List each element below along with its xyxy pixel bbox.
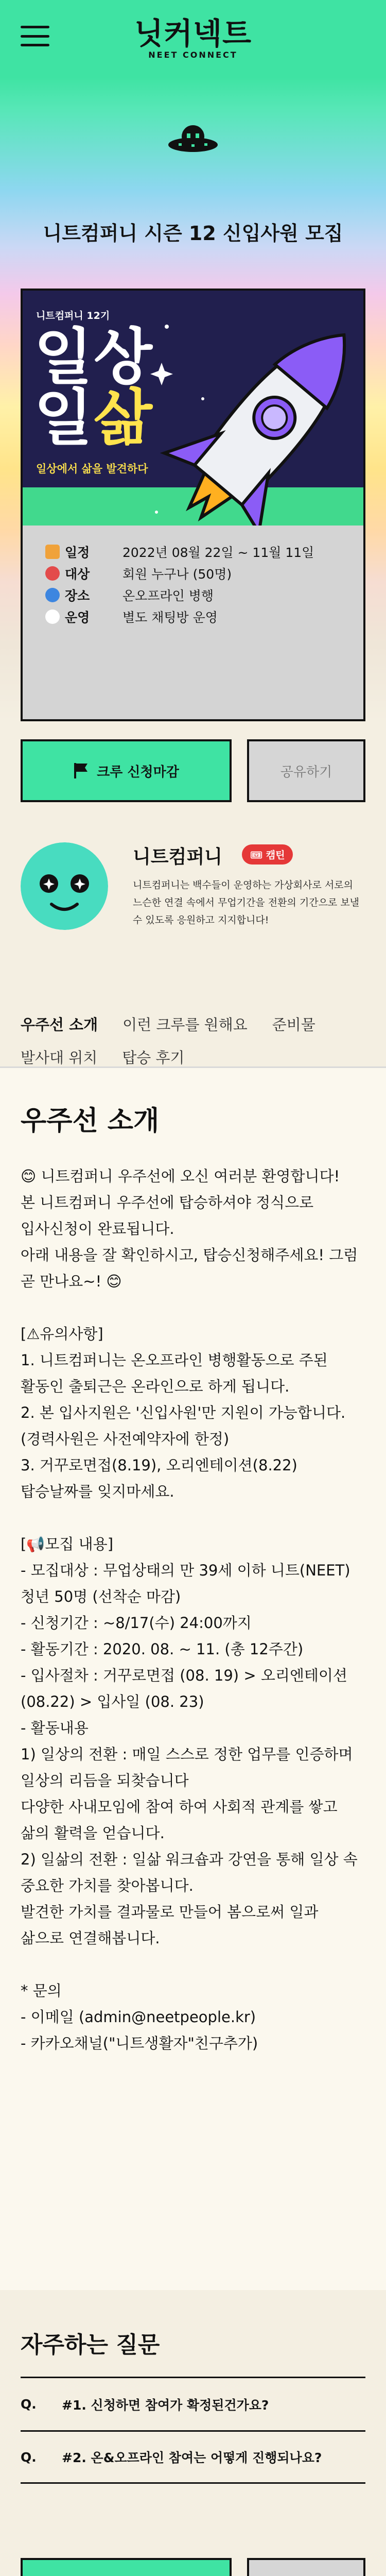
- info-key: 대상: [65, 567, 90, 582]
- info-key: 장소: [65, 588, 90, 603]
- page-title: 니트컴퍼니 시즌 12 신입사원 모집: [43, 222, 343, 245]
- hamburger-menu-icon[interactable]: [21, 26, 49, 46]
- apply-button[interactable]: [21, 739, 232, 802]
- info-key: 일정: [65, 545, 90, 560]
- section-tabs: [21, 1007, 371, 1073]
- section-title: 우주선 소개: [21, 1106, 160, 1137]
- share-button-bottom[interactable]: [247, 2558, 365, 2576]
- calendar-icon: [45, 545, 60, 559]
- globe-icon: [45, 588, 60, 602]
- tab-supplies[interactable]: 준비물: [272, 1015, 315, 1033]
- schedule-info-box: [21, 526, 365, 721]
- poster-tag: 니트컴퍼니 12기: [36, 310, 110, 321]
- info-value: 2022년 08월 22일 ~ 11월 11일: [122, 545, 314, 560]
- tab-spaceship-intro[interactable]: 우주선 소개: [21, 1015, 98, 1033]
- faq-q-marker: Q.: [21, 2449, 37, 2465]
- logo[interactable]: [134, 15, 252, 60]
- target-icon: [45, 566, 60, 581]
- faq-q-marker: Q.: [21, 2397, 37, 2412]
- poster-subtitle: 일상에서 삶을 발견하다: [36, 463, 148, 475]
- apply-button-bottom[interactable]: [21, 2558, 232, 2576]
- poster-word-2: 삶: [94, 382, 153, 453]
- share-button[interactable]: [247, 739, 365, 802]
- action-buttons: [21, 739, 365, 802]
- tab-launch-location[interactable]: 발사대 위치: [21, 1048, 98, 1066]
- info-row-operation: [45, 606, 341, 628]
- tab-reviews[interactable]: 탑승 후기: [122, 1048, 185, 1066]
- organizer-card[interactable]: [21, 837, 365, 956]
- poster-headline: [34, 321, 188, 453]
- info-value: 온오프라인 병행: [122, 588, 214, 603]
- faq-item[interactable]: [21, 2430, 365, 2484]
- ufo-icon: [167, 116, 219, 173]
- share-button-label: 공유하기: [280, 764, 332, 780]
- faq-title: 자주하는 질문: [21, 2332, 160, 2358]
- chat-icon: [45, 609, 60, 624]
- bottom-action-buttons: [0, 2558, 386, 2576]
- logo-subtext: NEET CONNECT: [148, 49, 238, 60]
- faq-item[interactable]: [21, 2377, 365, 2430]
- faq-section: [0, 2290, 386, 2558]
- poster-headline-line1: 일상: [34, 321, 153, 393]
- organizer-description: 니트컴퍼니는 백수들이 운영하는 가상회사로 서로의 느슨한 연결 속에서 무업기간을 전환의 기간으로 보낼 수 있도록 응원하고 지지합니다!: [133, 879, 360, 926]
- faq-question: #1. 신청하면 참여가 확정된건가요?: [62, 2397, 269, 2413]
- info-row-place: [45, 584, 341, 606]
- flag-icon: [73, 762, 89, 779]
- intro-content-section: [0, 1066, 386, 2290]
- avatar: [21, 842, 108, 930]
- poster-word-1: 일: [34, 382, 94, 453]
- info-key: 운영: [65, 610, 90, 625]
- tab-wanted-crew[interactable]: 이런 크루를 원해요: [122, 1015, 248, 1033]
- app-header: [0, 0, 386, 77]
- faq-question: #2. 온&오프라인 참여는 어떻게 진행되나요?: [62, 2450, 322, 2465]
- organizer-name: 니트컴퍼니: [133, 846, 222, 868]
- logo-text: 닛커넥트: [134, 15, 252, 51]
- apply-button-label: 크루 신청마감: [97, 764, 179, 780]
- hero-section: [0, 77, 386, 1066]
- info-row-schedule: [45, 541, 341, 563]
- info-value: 회원 누구나 (50명): [122, 567, 232, 582]
- info-row-target: [45, 563, 341, 584]
- captain-badge: 🎟 캠틴: [242, 844, 293, 865]
- poster-headline-line2: [34, 382, 188, 453]
- intro-body-text: 😊 니트컴퍼니 우주선에 오신 여러분 환영합니다! 본 니트컴퍼니 우주선에 탑승하셔야 정식으로 입사신청이 완료됩니다. 아래 내용을 잘 확인하시고, 탑승신청해주세요! 그럼 곧 만나요~! 😊 [⚠유의사항] 1. 니트컴퍼니는 온오프라인 병행활동으로 주된 활동인 출퇴근은 온라인으로 하게 됩니다. 2. 본 입사지원은 '신입사원'만 지원이 가능합니다. (경력사원은 사전예약자에 한정) 3. 거꾸로면접(8.19), 오리엔테이션(8.22) 탑승날짜를 잊지마세요. [📢모집 내용] - 모집대상 : 무업상태의 만 39세 이하 니트(NEET)청년 50명 (선착순 마감) - 신청기간 : ~8/17(수) 24:00까지 - 활동기간 : 2020. 08. ~ 11. (총 12주간) - 입사절차 : 거꾸로면접 (08. 19) > 오리엔테이션 (08.22) > 입사일 (08. 23) - 활동내용 1) 일상의 전환 : 매일 스스로 정한 업무를 인증하며 일상의 리듬을 되찾습니다 다양한 사내모임에 참여 하여 사회적 관계를 쌓고 삶의 활력을 얻습니다. 2) 일삶의 전환 : 일삶 워크숍과 강연을 통해 일상 속 중요한 가치를 찾아봅니다. 발견한 가치를 결과물로 만들어 봄으로써 일과 삶으로 연결해봅니다. * 문의 - 이메일 (admin@neetpeople.kr) - 카카오채널("니트생활자"친구추가): [21, 1167, 358, 2052]
- info-value: 별도 채팅방 운영: [122, 610, 218, 625]
- captain-badge-label: 캠틴: [266, 850, 285, 861]
